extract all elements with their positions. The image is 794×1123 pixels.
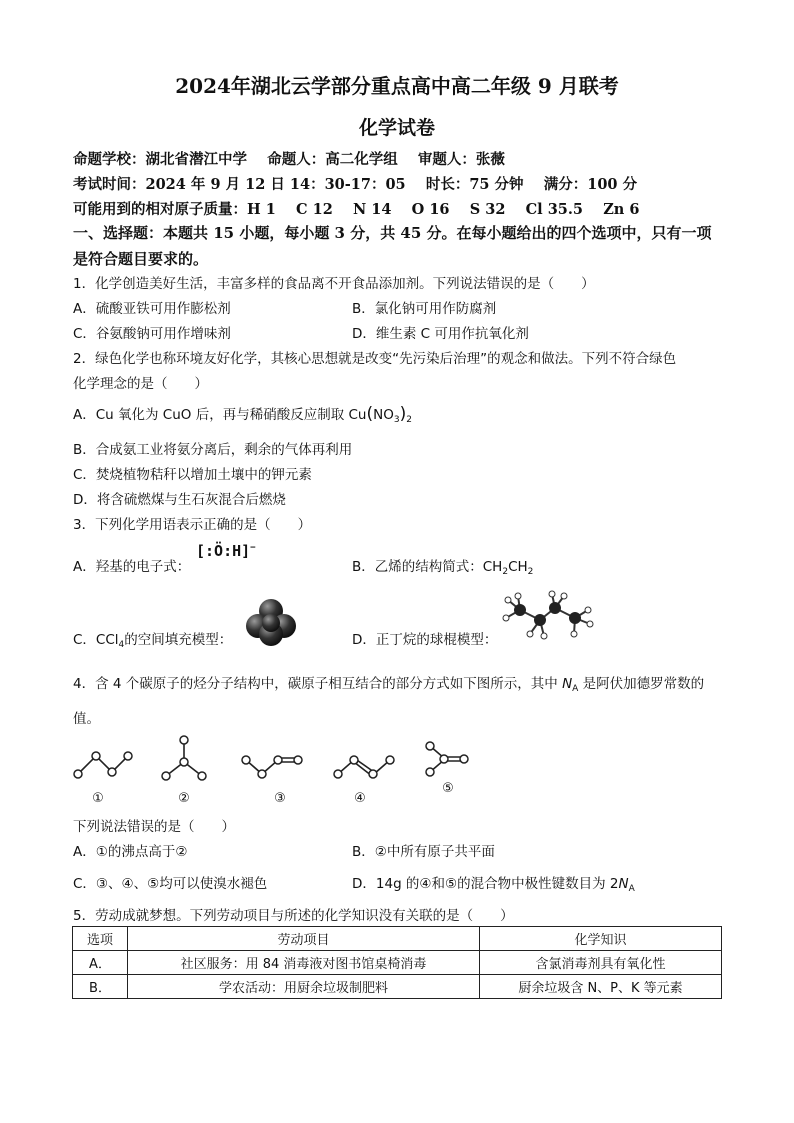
q4-option-d-text: D．14g 的④和⑤的混合物中极性键数目为 2 [352,876,619,892]
hydroxyl-electron-formula [196,542,256,560]
q3-option-c-post: 的空间填充模型： [124,632,233,648]
q3-stem: 3．下列化学用语表示正确的是（ ） [73,517,312,533]
figure-label-2: ② [178,791,190,806]
q3-option-b-sub1: 2 [502,567,509,577]
q4-option-d [352,872,635,894]
q4-option-d-n: N [618,876,629,892]
carbon-skeleton-figure [70,732,490,810]
meta-time: 考试时间：2024 年 9 月 12 日 14：30-17：05 时长：75 分钟 满分：100 分 [73,176,638,193]
q4-stem-line1 [73,672,704,694]
q4-na: N [562,676,573,692]
q2-stem-line1: 2．绿色化学也称环境友好化学，其核心思想就是改变“先污染后治理”的观念和做法。下列不符合绿色 [73,351,677,367]
q1-option-b: B．氯化钠可用作防腐剂 [352,301,497,317]
q2-option-b: B．合成氨工业将氨分离后，剩余的气体再利用 [73,442,353,458]
table-header: 化学知识 [480,927,722,951]
exam-title: 2024年湖北云学部分重点高中高二年级 9 月联考 [175,74,619,98]
q2-option-c: C．焚烧植物秸秆以增加土壤中的钾元素 [73,467,312,483]
q5-stem: 5．劳动成就梦想。下列劳动项目与所述的化学知识没有关联的是（ ） [73,908,514,924]
q4-question: 下列说法错误的是（ ） [73,819,235,835]
q5-table [72,926,722,999]
q4-option-a: A．①的沸点高于② [73,844,188,860]
hydroxyl-formula-text: [:Ö:H] [196,542,251,560]
table-header-row [73,927,722,951]
table-header: 选项 [73,927,128,951]
table-cell: A． [73,951,128,975]
figure-label-4: ④ [354,791,366,806]
q4-stem-text: 4．含 4 个碳原子的烃分子结构中，碳原子相互结合的部分方式如下图所示，其中 [73,676,563,692]
q3-option-a-text: A．羟基的电子式： [73,559,191,575]
q4-na-sub: A [572,684,579,694]
q1-option-d: D．维生素 C 可用作抗氧化剂 [352,326,529,342]
q3-option-c-sub: 4 [118,640,125,650]
q1-option-c: C．谷氨酸钠可用作增味剂 [73,326,231,342]
q3-option-c-text: C．CCl [73,632,119,648]
figure-label-5: ⑤ [442,781,454,796]
q3-option-d: D．正丁烷的球棍模型： [352,632,498,648]
q3-option-c [73,628,232,650]
q3-option-b-mid: CH [508,559,528,575]
q2-stem-line2: 化学理念的是（ ） [73,376,208,392]
q2-option-a-no: NO [373,407,394,423]
q2-option-a-sub2: 2 [406,415,412,425]
q3-option-b [352,555,533,577]
meta-authors: 命题学校：湖北省潜江中学 命题人：高二化学组 审题人：张薇 [73,151,505,168]
q1-stem: 1．化学创造美好生活，丰富多样的食品离不开食品添加剂。下列说法错误的是（ ） [73,276,595,292]
table-cell: 社区服务：用 84 消毒液对图书馆桌椅消毒 [128,951,480,975]
q2-option-d: D．将含硫燃煤与生石灰混合后燃烧 [73,492,286,508]
table-header: 劳动项目 [128,927,480,951]
table-cell: B． [73,975,128,999]
q3-option-b-text: B．乙烯的结构简式：CH [352,559,503,575]
q4-option-b: B．②中所有原子共平面 [352,844,495,860]
table-cell: 学农活动：用厨余垃圾制肥料 [128,975,480,999]
q2-option-a-text: A．Cu 氧化为 CuO 后，再与稀硝酸反应制取 Cu [73,407,367,423]
q4-option-c: C．③、④、⑤均可以使溴水褪色 [73,876,268,892]
q2-option-a-sub3: 3 [393,415,400,425]
figure-label-3: ③ [274,791,286,806]
table-row [73,975,722,999]
table-row [73,951,722,975]
meta-atomic-mass: 可能用到的相对原子质量：H 1 C 12 N 14 O 16 S 32 Cl 35.5 Zn 6 [73,201,640,218]
section-heading: 一、选择题：本题共 15 小题，每小题 3 分，共 45 分。在每小题给出的四个选项中，只有一项是符合题目要求的。 [73,224,712,268]
q2-option-a: A．Cu 氧化为 CuO 后，再与稀硝酸反应制取 $Cu(NO_3)_2$ [73,404,412,425]
table-cell: 含氯消毒剂具有氧化性 [480,951,722,975]
exam-subtitle: 化学试卷 [358,117,435,139]
figure-label-1: ① [92,791,104,806]
hydroxyl-charge: − [250,543,256,553]
q4-option-d-sub: A [628,884,635,894]
q3-option-b-sub2: 2 [527,567,534,577]
q4-stem-post: 是阿伏加德罗常数的 [578,676,705,692]
q1-option-a: A．硫酸亚铁可用作膨松剂 [73,301,231,317]
ccl4-space-filling-model [244,598,298,648]
q4-stem-line2: 值。 [73,711,100,727]
q3-option-a [73,555,190,575]
butane-ball-stick-model [500,590,600,650]
table-cell: 厨余垃圾含 N、P、K 等元素 [480,975,722,999]
